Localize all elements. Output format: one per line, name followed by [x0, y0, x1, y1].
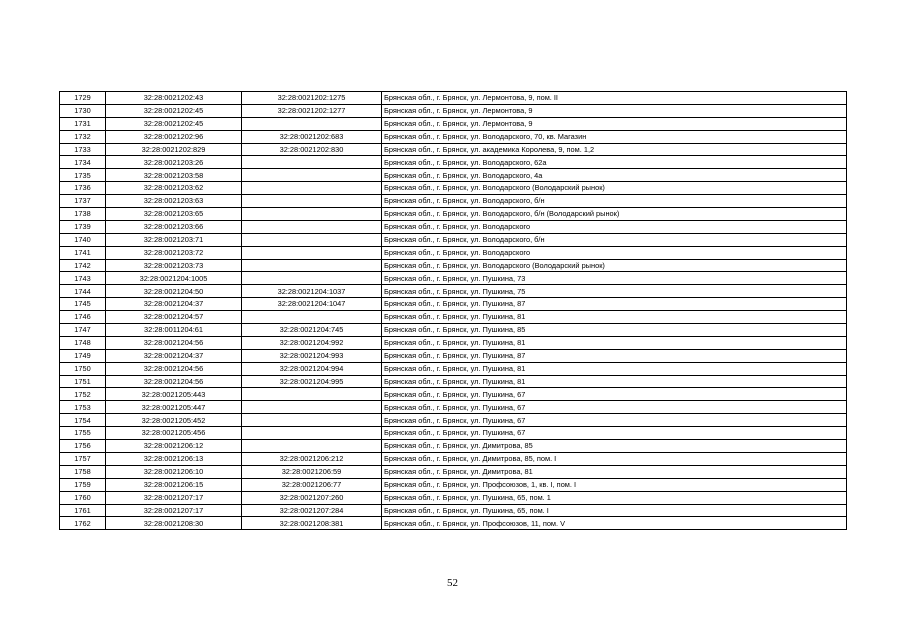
land-cadastral-number-cell: 32:28:0021205:456	[106, 427, 242, 440]
object-cadastral-number-cell	[242, 388, 382, 401]
land-cadastral-number-cell: 32:28:0021206:12	[106, 440, 242, 453]
table-row	[60, 478, 847, 491]
row-number-cell: 1747	[60, 324, 106, 337]
object-cadastral-number-cell	[242, 259, 382, 272]
table-row	[60, 117, 847, 130]
address-cell: Брянская обл., г. Брянск, ул. Володарского, 70, кв. Магазин	[382, 130, 847, 143]
table-row	[60, 375, 847, 388]
land-cadastral-number-cell: 32:28:0021205:447	[106, 401, 242, 414]
address-cell: Брянская обл., г. Брянск, ул. Пушкина, 85	[382, 324, 847, 337]
land-cadastral-number-cell: 32:28:0021206:10	[106, 465, 242, 478]
object-cadastral-number-cell	[242, 272, 382, 285]
row-number-cell: 1760	[60, 491, 106, 504]
address-cell: Брянская обл., г. Брянск, ул. Димитрова, 81	[382, 465, 847, 478]
table-row	[60, 427, 847, 440]
table-row	[60, 92, 847, 105]
address-cell: Брянская обл., г. Брянск, ул. Пушкина, 67	[382, 401, 847, 414]
table-row	[60, 311, 847, 324]
land-cadastral-number-cell: 32:28:0021205:452	[106, 414, 242, 427]
table-row	[60, 298, 847, 311]
object-cadastral-number-cell	[242, 220, 382, 233]
address-cell: Брянская обл., г. Брянск, ул. Димитрова, 85	[382, 440, 847, 453]
object-cadastral-number-cell: 32:28:0021204:995	[242, 375, 382, 388]
row-number-cell: 1744	[60, 285, 106, 298]
row-number-cell: 1753	[60, 401, 106, 414]
land-cadastral-number-cell: 32:28:0021204:50	[106, 285, 242, 298]
address-cell: Брянская обл., г. Брянск, ул. Профсоюзов, 11, пом. V	[382, 517, 847, 530]
address-cell: Брянская обл., г. Брянск, ул. Пушкина, 87	[382, 298, 847, 311]
row-number-cell: 1730	[60, 104, 106, 117]
table-row	[60, 156, 847, 169]
address-cell: Брянская обл., г. Брянск, ул. Пушкина, 81	[382, 362, 847, 375]
land-cadastral-number-cell: 32:28:0021202:43	[106, 92, 242, 105]
land-cadastral-number-cell: 32:28:0011204:61	[106, 324, 242, 337]
table-row	[60, 388, 847, 401]
row-number-cell: 1741	[60, 246, 106, 259]
row-number-cell: 1736	[60, 182, 106, 195]
object-cadastral-number-cell	[242, 117, 382, 130]
land-cadastral-number-cell: 32:28:0021202:96	[106, 130, 242, 143]
table-row	[60, 272, 847, 285]
address-cell: Брянская обл., г. Брянск, ул. Пушкина, 67	[382, 414, 847, 427]
land-cadastral-number-cell: 32:28:0021203:58	[106, 169, 242, 182]
land-cadastral-number-cell: 32:28:0021206:13	[106, 452, 242, 465]
land-cadastral-number-cell: 32:28:0021206:15	[106, 478, 242, 491]
table-row	[60, 182, 847, 195]
object-cadastral-number-cell: 32:28:0021202:830	[242, 143, 382, 156]
row-number-cell: 1745	[60, 298, 106, 311]
object-cadastral-number-cell: 32:28:0021204:992	[242, 336, 382, 349]
row-number-cell: 1758	[60, 465, 106, 478]
land-cadastral-number-cell: 32:28:0021204:1005	[106, 272, 242, 285]
land-cadastral-number-cell: 32:28:0021207:17	[106, 504, 242, 517]
table-row	[60, 324, 847, 337]
land-cadastral-number-cell: 32:28:0021207:17	[106, 491, 242, 504]
row-number-cell: 1754	[60, 414, 106, 427]
table-row	[60, 246, 847, 259]
row-number-cell: 1759	[60, 478, 106, 491]
address-cell: Брянская обл., г. Брянск, ул. Пушкина, 87	[382, 349, 847, 362]
row-number-cell: 1755	[60, 427, 106, 440]
land-cadastral-number-cell: 32:28:0021203:26	[106, 156, 242, 169]
address-cell: Брянская обл., г. Брянск, ул. Лермонтова, 9	[382, 117, 847, 130]
table-row	[60, 414, 847, 427]
object-cadastral-number-cell	[242, 156, 382, 169]
land-cadastral-number-cell: 32:28:0021204:37	[106, 298, 242, 311]
address-cell: Брянская обл., г. Брянск, ул. Володарского (Володарский рынок)	[382, 182, 847, 195]
row-number-cell: 1735	[60, 169, 106, 182]
table-row	[60, 143, 847, 156]
row-number-cell: 1751	[60, 375, 106, 388]
address-cell: Брянская обл., г. Брянск, ул. Володарского (Володарский рынок)	[382, 259, 847, 272]
address-cell: Брянская обл., г. Брянск, ул. Профсоюзов, 1, кв. I, пом. I	[382, 478, 847, 491]
row-number-cell: 1733	[60, 143, 106, 156]
land-cadastral-number-cell: 32:28:0021203:63	[106, 195, 242, 208]
registry-table	[59, 91, 847, 530]
object-cadastral-number-cell: 32:28:0021208:381	[242, 517, 382, 530]
row-number-cell: 1762	[60, 517, 106, 530]
object-cadastral-number-cell: 32:28:0021206:59	[242, 465, 382, 478]
address-cell: Брянская обл., г. Брянск, ул. Володарского	[382, 220, 847, 233]
address-cell: Брянская обл., г. Брянск, ул. Пушкина, 81	[382, 336, 847, 349]
object-cadastral-number-cell: 32:28:0021206:212	[242, 452, 382, 465]
object-cadastral-number-cell	[242, 169, 382, 182]
table-row	[60, 195, 847, 208]
object-cadastral-number-cell	[242, 401, 382, 414]
table-row	[60, 336, 847, 349]
land-cadastral-number-cell: 32:28:0021203:72	[106, 246, 242, 259]
object-cadastral-number-cell	[242, 182, 382, 195]
land-cadastral-number-cell: 32:28:0021205:443	[106, 388, 242, 401]
address-cell: Брянская обл., г. Брянск, ул. Пушкина, 81	[382, 375, 847, 388]
row-number-cell: 1756	[60, 440, 106, 453]
row-number-cell: 1742	[60, 259, 106, 272]
table-row	[60, 517, 847, 530]
object-cadastral-number-cell	[242, 195, 382, 208]
address-cell: Брянская обл., г. Брянск, ул. Пушкина, 67	[382, 427, 847, 440]
land-cadastral-number-cell: 32:28:0021203:71	[106, 233, 242, 246]
address-cell: Брянская обл., г. Брянск, ул. Лермонтова, 9, пом. II	[382, 92, 847, 105]
object-cadastral-number-cell	[242, 427, 382, 440]
object-cadastral-number-cell	[242, 311, 382, 324]
object-cadastral-number-cell	[242, 208, 382, 221]
object-cadastral-number-cell: 32:28:0021204:994	[242, 362, 382, 375]
land-cadastral-number-cell: 32:28:0021204:37	[106, 349, 242, 362]
land-cadastral-number-cell: 32:28:0021204:56	[106, 336, 242, 349]
land-cadastral-number-cell: 32:28:0021203:62	[106, 182, 242, 195]
table-row	[60, 259, 847, 272]
land-cadastral-number-cell: 32:28:0021202:45	[106, 104, 242, 117]
object-cadastral-number-cell: 32:28:0021202:1277	[242, 104, 382, 117]
object-cadastral-number-cell	[242, 233, 382, 246]
land-cadastral-number-cell: 32:28:0021203:65	[106, 208, 242, 221]
row-number-cell: 1748	[60, 336, 106, 349]
table-row	[60, 169, 847, 182]
object-cadastral-number-cell: 32:28:0021202:1275	[242, 92, 382, 105]
address-cell: Брянская обл., г. Брянск, ул. Володарского, 62а	[382, 156, 847, 169]
object-cadastral-number-cell: 32:28:0021207:260	[242, 491, 382, 504]
table-row	[60, 130, 847, 143]
row-number-cell: 1737	[60, 195, 106, 208]
address-cell: Брянская обл., г. Брянск, ул. Пушкина, 67	[382, 388, 847, 401]
address-cell: Брянская обл., г. Брянск, ул. Пушкина, 65, пом. 1	[382, 491, 847, 504]
object-cadastral-number-cell	[242, 414, 382, 427]
address-cell: Брянская обл., г. Брянск, ул. Володарского, б/н	[382, 195, 847, 208]
address-cell: Брянская обл., г. Брянск, ул. Володарского, б/н	[382, 233, 847, 246]
object-cadastral-number-cell: 32:28:0021206:77	[242, 478, 382, 491]
object-cadastral-number-cell	[242, 246, 382, 259]
table-row	[60, 349, 847, 362]
row-number-cell: 1757	[60, 452, 106, 465]
table-row	[60, 491, 847, 504]
row-number-cell: 1750	[60, 362, 106, 375]
address-cell: Брянская обл., г. Брянск, ул. академика Королева, 9, пом. 1,2	[382, 143, 847, 156]
object-cadastral-number-cell: 32:28:0021207:284	[242, 504, 382, 517]
land-cadastral-number-cell: 32:28:0021203:73	[106, 259, 242, 272]
registry-table-body	[60, 92, 847, 530]
object-cadastral-number-cell: 32:28:0021202:683	[242, 130, 382, 143]
row-number-cell: 1734	[60, 156, 106, 169]
table-row	[60, 208, 847, 221]
land-cadastral-number-cell: 32:28:0021204:56	[106, 375, 242, 388]
address-cell: Брянская обл., г. Брянск, ул. Володарского	[382, 246, 847, 259]
address-cell: Брянская обл., г. Брянск, ул. Володарского, 4а	[382, 169, 847, 182]
table-row	[60, 285, 847, 298]
row-number-cell: 1732	[60, 130, 106, 143]
address-cell: Брянская обл., г. Брянск, ул. Димитрова, 85, пом. I	[382, 452, 847, 465]
row-number-cell: 1731	[60, 117, 106, 130]
page-number: 52	[447, 577, 458, 589]
address-cell: Брянская обл., г. Брянск, ул. Пушкина, 65, пом. I	[382, 504, 847, 517]
table-row	[60, 440, 847, 453]
row-number-cell: 1752	[60, 388, 106, 401]
land-cadastral-number-cell: 32:28:0021204:57	[106, 311, 242, 324]
row-number-cell: 1729	[60, 92, 106, 105]
table-row	[60, 465, 847, 478]
land-cadastral-number-cell: 32:28:0021203:66	[106, 220, 242, 233]
table-row	[60, 504, 847, 517]
object-cadastral-number-cell: 32:28:0021204:1047	[242, 298, 382, 311]
object-cadastral-number-cell: 32:28:0021204:1037	[242, 285, 382, 298]
table-row	[60, 401, 847, 414]
land-cadastral-number-cell: 32:28:0021208:30	[106, 517, 242, 530]
row-number-cell: 1746	[60, 311, 106, 324]
land-cadastral-number-cell: 32:28:0021202:45	[106, 117, 242, 130]
land-cadastral-number-cell: 32:28:0021204:56	[106, 362, 242, 375]
row-number-cell: 1749	[60, 349, 106, 362]
object-cadastral-number-cell: 32:28:0021204:993	[242, 349, 382, 362]
table-row	[60, 233, 847, 246]
table-row	[60, 362, 847, 375]
table-row	[60, 452, 847, 465]
address-cell: Брянская обл., г. Брянск, ул. Володарского, б/н (Володарский рынок)	[382, 208, 847, 221]
row-number-cell: 1740	[60, 233, 106, 246]
row-number-cell: 1761	[60, 504, 106, 517]
address-cell: Брянская обл., г. Брянск, ул. Лермонтова, 9	[382, 104, 847, 117]
address-cell: Брянская обл., г. Брянск, ул. Пушкина, 73	[382, 272, 847, 285]
row-number-cell: 1743	[60, 272, 106, 285]
object-cadastral-number-cell	[242, 440, 382, 453]
land-cadastral-number-cell: 32:28:0021202:829	[106, 143, 242, 156]
row-number-cell: 1739	[60, 220, 106, 233]
address-cell: Брянская обл., г. Брянск, ул. Пушкина, 75	[382, 285, 847, 298]
table-row	[60, 220, 847, 233]
address-cell: Брянская обл., г. Брянск, ул. Пушкина, 81	[382, 311, 847, 324]
table-row	[60, 104, 847, 117]
object-cadastral-number-cell: 32:28:0021204:745	[242, 324, 382, 337]
row-number-cell: 1738	[60, 208, 106, 221]
